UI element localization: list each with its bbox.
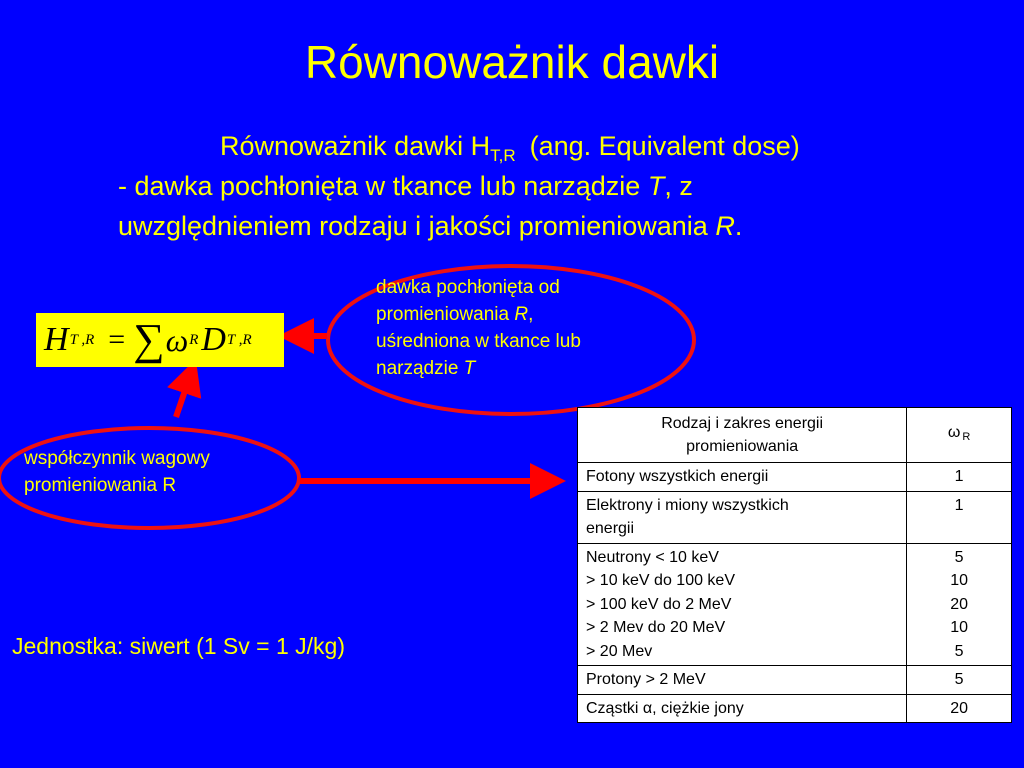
radiation-type-line: Protony > 2 MeV: [586, 671, 706, 688]
intro-radiation-symbol: R: [715, 211, 735, 241]
table-row: [578, 463, 1012, 492]
intro-term-subscript: T,R: [490, 146, 516, 165]
radiation-type-cell: [578, 694, 907, 723]
callout-top-line-2-text: promieniowania: [376, 304, 515, 325]
formula-equals: =: [108, 323, 126, 356]
header-weight: [907, 408, 1012, 463]
intro-english-term: (ang. Equivalent dose): [529, 131, 800, 161]
formula-box: H T ,R = ∑ ω R D T ,R: [36, 313, 284, 367]
formula-omega: ω: [165, 322, 189, 358]
table-row: [578, 666, 1012, 695]
header-type-line-1: Rodzaj i zakres energii: [661, 414, 824, 432]
radiation-type-cell: [578, 463, 907, 492]
intro-tissue-symbol: T: [647, 171, 665, 201]
header-type-line-2: promieniowania: [686, 438, 799, 455]
callout-left-line-2: promieniowania R: [24, 475, 177, 496]
radiation-type-line: > 20 Mev: [586, 642, 653, 660]
radiation-type-line: energii: [586, 520, 635, 537]
formula-H: H: [44, 321, 69, 358]
callout-top-line-2: [376, 301, 581, 328]
callout-absorbed-dose: [376, 274, 581, 382]
weight-value-cell: [907, 491, 1012, 543]
formula-D: D: [201, 321, 226, 358]
radiation-type-line: Fotony wszystkich energii: [586, 468, 769, 485]
intro-line-2-text: - dawka pochłonięta w tkance lub narządzie: [118, 171, 648, 201]
weight-value-cell: [907, 666, 1012, 695]
weight-value: 1: [954, 468, 964, 485]
callout-top-line-4: [376, 355, 581, 382]
radiation-type-cell: [578, 666, 907, 695]
weight-value: 20: [950, 699, 969, 717]
callout-top-line-3: uśredniona w tkance lub: [376, 331, 581, 352]
callout-top-radiation-symbol: R: [514, 304, 529, 325]
intro-line-2-end: , z: [664, 171, 693, 201]
intro-line-3-text: uwzględnieniem rodzaju i jakości promieniowania: [118, 211, 716, 241]
radiation-type-line: Neutrony < 10 keV: [586, 548, 719, 566]
weight-value: 5: [954, 671, 964, 688]
radiation-type-cell: [578, 491, 907, 543]
formula-sum: ∑: [133, 315, 165, 364]
weight-value: 5: [954, 548, 964, 566]
weight-value: 1: [954, 496, 964, 514]
radiation-type-line: > 100 keV do 2 MeV: [586, 595, 732, 613]
table-header-row: [578, 408, 1012, 463]
weight-value: 10: [950, 572, 969, 589]
callout-top-tissue-symbol: T: [463, 358, 476, 379]
weighting-factor-table: [577, 407, 1012, 723]
weight-value: 10: [950, 619, 969, 636]
callout-top-line-1: dawka pochłonięta od: [376, 277, 560, 298]
arrow-to-weight: [176, 376, 190, 417]
radiation-type-line: Cząstki α, ciężkie jony: [586, 699, 744, 717]
table-row: [578, 491, 1012, 543]
radiation-type-line: > 2 Mev do 20 MeV: [586, 619, 726, 636]
weight-value-cell: [907, 463, 1012, 492]
callout-left-line-1: współczynnik wagowy: [24, 448, 210, 469]
radiation-type-line: Elektrony i miony wszystkich: [586, 496, 789, 514]
callout-top-line-4-text: narządzie: [376, 358, 464, 379]
radiation-type-cell: [578, 543, 907, 666]
table-body: [578, 463, 1012, 723]
header-radiation-type: [578, 408, 907, 463]
header-weight-symbol: ω: [947, 423, 961, 441]
weight-value: 20: [950, 595, 969, 613]
radiation-type-line: > 10 keV do 100 keV: [586, 572, 735, 589]
callout-weighting-factor: [24, 445, 210, 499]
intro-term: Równoważnik dawki H: [220, 131, 491, 161]
slide-title: Równoważnik dawki: [304, 36, 720, 88]
unit-note: Jednostka: siwert (1 Sv = 1 J/kg): [12, 633, 345, 659]
header-weight-subscript: R: [962, 430, 971, 443]
weight-value: 5: [954, 642, 964, 660]
intro-line-3-end: .: [734, 211, 743, 241]
weight-value-cell: [907, 543, 1012, 666]
callout-top-line-2-end: ,: [528, 304, 534, 325]
weight-value-cell: [907, 694, 1012, 723]
table-row: [578, 543, 1012, 666]
table-row: [578, 694, 1012, 723]
